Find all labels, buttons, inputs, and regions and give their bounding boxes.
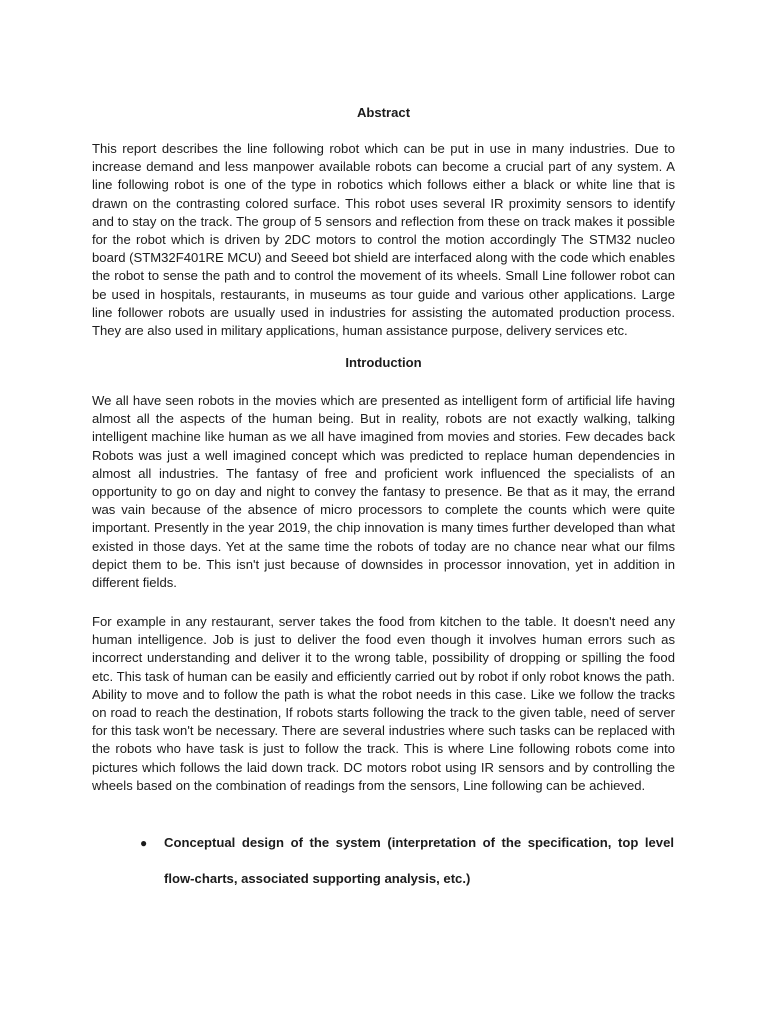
introduction-paragraph-2-block (92, 613, 675, 795)
introduction-paragraph-2: For example in any restaurant, server takes the food from kitchen to the table. It doesn't need any human intelligence. Job is just to deliver the food even though it involves human errors such as incorrect understanding and deliver it to the wrong table, possibility of dropping or spilling the food etc. This task of human can be easily and efficiently carried out by robot if only robot knows the path. Ability to move and to follow the path is what the robot needs in this case. Like we follow the tracks on road to reach the destination, If robots starts following the track to the given table, need of server for this task won't be necessary. There are several industries where such tasks can be replaced with the robots who have task is just to follow the track. This is where Line following robots come into pictures which follows the laid down track. DC motors robot using IR sensors and by controlling the wheels based on the combination of readings from the sensors, Line following can be achieved. (92, 614, 675, 793)
bullet-text: Conceptual design of the system (interpretation of the specification, top level flow-charts, associated supporting analysis, etc.) (164, 835, 674, 886)
abstract-paragraph: This report describes the line following robot which can be put in use in many industries. Due to increase demand and less manpower available robots can become a crucial part of any system. A line following robot is one of the type in robotics which follows either a black or white line that is drawn on the contrasting colored surface. This robot uses several IR proximity sensors to identify and to stay on the track. The group of 5 sensors and reflection from these on track makes it possible for the robot which is driven by 2DC motors to control the motion accordingly The STM32 nucleo board (STM32F401RE MCU) and Seeed bot shield are interfaced along with the code which enables the robot to sense the path and to control the movement of its wheels. Small Line follower robot can be used in hospitals, restaurants, in museums as tour guide and various other applications. Large line follower robots are usually used in industries for assisting the automated production process. They are also used in military applications, human assistance purpose, delivery services etc. (92, 141, 676, 339)
introduction-paragraph-1-block (92, 392, 675, 592)
abstract-section (92, 140, 675, 340)
introduction-paragraph-1: We all have seen robots in the movies which are presented as intelligent form of artificial life having almost all the aspects of the human being. But in reality, robots are not exactly walking, talking intelligent machine like human as we all have imagined from movies and stories. Few decades back Robots was just a well imagined concept which was predicted to replace human dependencies in almost all industries. The fantasy of free and proficient work influenced the specialists of an opportunity to go on day and night to convey the fantasy to presence. Be that as it may, the errand was vain because of the absence of micro processors to complete the counts which were quite important. Presently in the year 2019, the chip innovation is many times further developed than what existed in those days. Yet at the same time the robots of today are no chance near what our films depict them to be. This isn't just because of downsides in processor innovation, yet in addition in different fields. (92, 393, 675, 591)
introduction-heading: Introduction (345, 355, 422, 370)
abstract-heading: Abstract (356, 105, 411, 120)
bullet-marker: ● (140, 836, 148, 850)
